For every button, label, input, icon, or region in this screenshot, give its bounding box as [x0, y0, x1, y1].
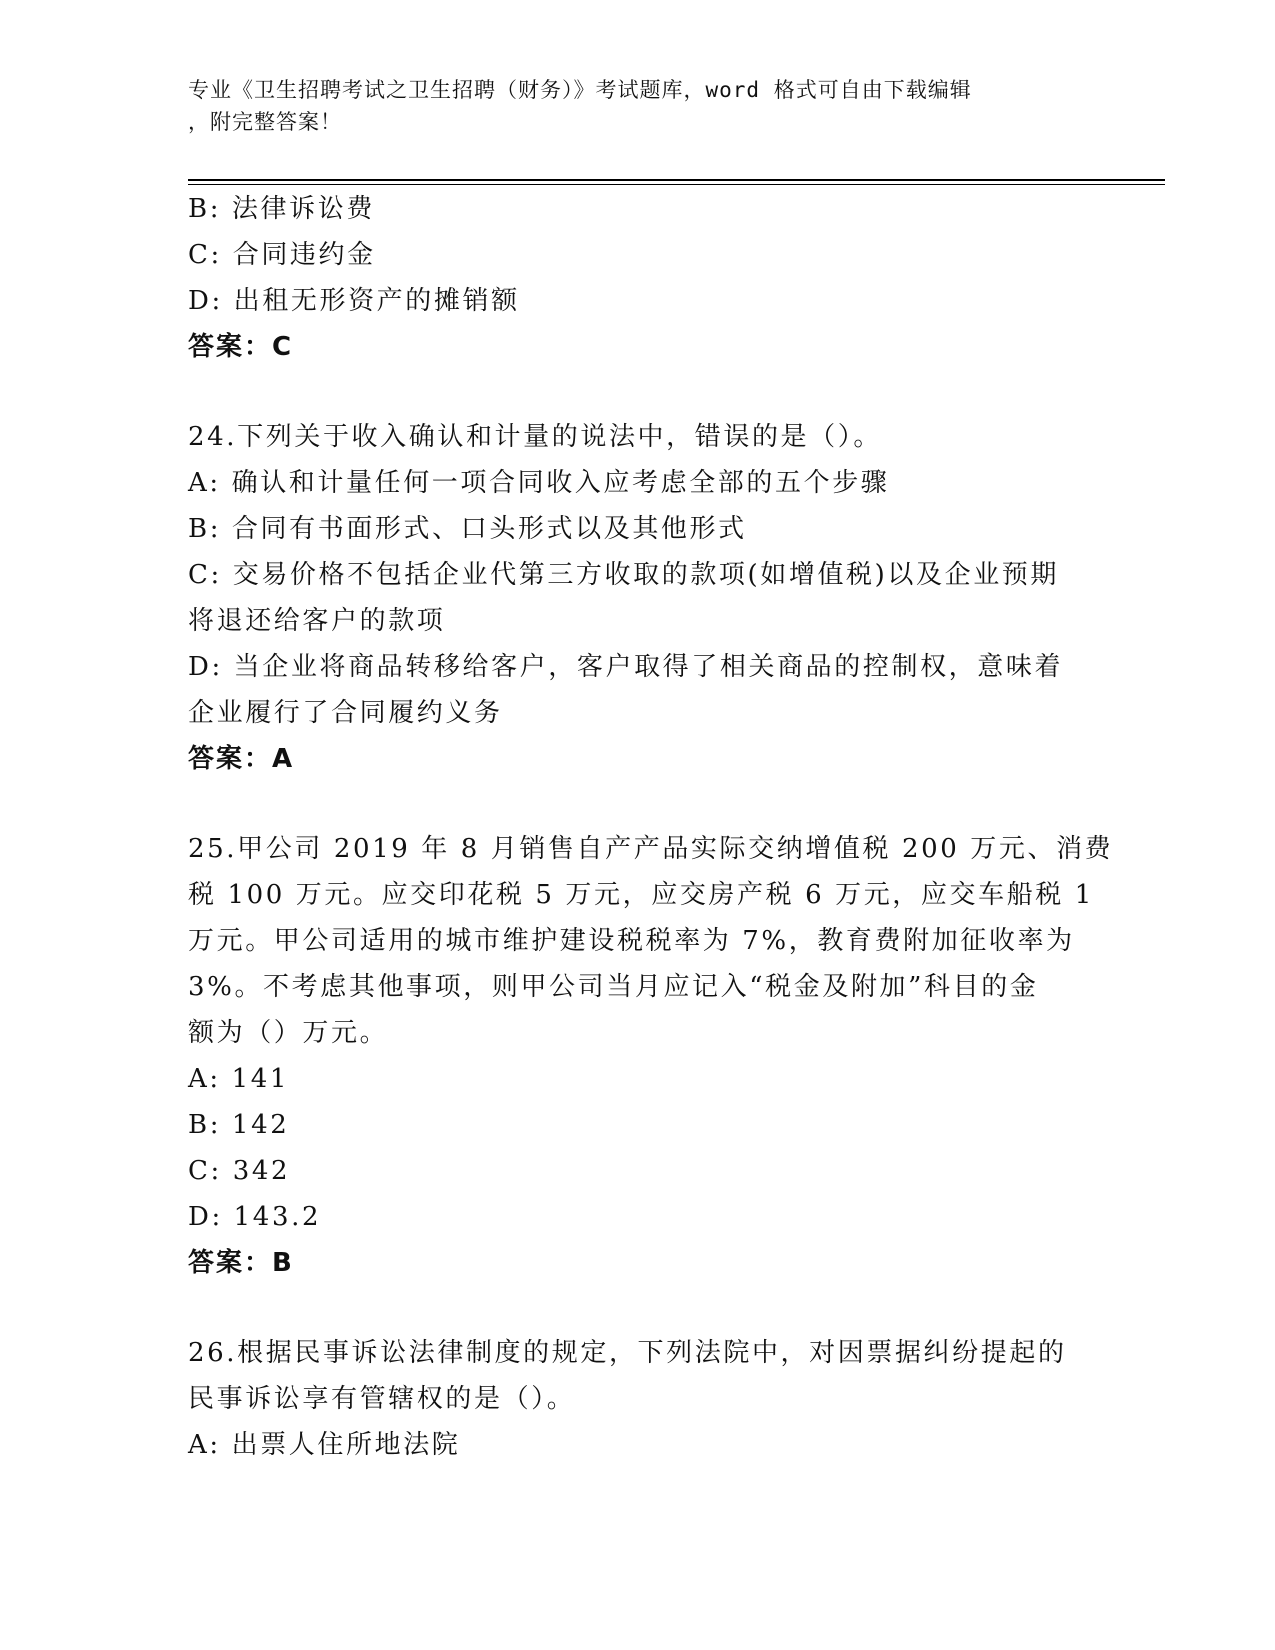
answer-line: 答案：B: [188, 1248, 294, 1278]
option-a: A: 141: [188, 1064, 290, 1094]
document-header: [188, 74, 1088, 138]
question-stem-continued: 税 100 万元。应交印花税 5 万元，应交房产税 6 万元，应交车船税 1: [188, 880, 1094, 910]
option-a: A: 确认和计量任何一项合同收入应考虑全部的五个步骤: [188, 468, 890, 498]
spacer: [188, 782, 1108, 826]
spacer: [188, 370, 1108, 414]
question-25: [188, 826, 1114, 1286]
question-list: [188, 186, 1114, 1468]
header-line-1: 专业《卫生招聘考试之卫生招聘（财务）》考试题库，word 格式可自由下载编辑: [188, 78, 972, 102]
option-d: D: 当企业将商品转移给客户，客户取得了相关商品的控制权，意味着: [188, 652, 1064, 682]
answer-line: 答案：C: [188, 332, 294, 362]
option-b: B: 142: [188, 1110, 290, 1140]
option-b: B: 法律诉讼费: [188, 194, 375, 224]
option-c: C: 合同违约金: [188, 240, 376, 270]
question-stem-continued: 民事诉讼享有管辖权的是（）。: [188, 1384, 576, 1414]
question-stem: 25.甲公司 2019 年 8 月销售自产产品实际交纳增值税 200 万元、消费: [188, 834, 1114, 864]
question-stem-continued: 3%。不考虑其他事项，则甲公司当月应记入“税金及附加”科目的金: [188, 972, 1039, 1002]
header-rule-thick: [188, 179, 1165, 181]
option-c-continued: 将退还给客户的款项: [188, 606, 446, 636]
question-stem-continued: 额为（）万元。: [188, 1018, 389, 1048]
option-c: C: 交易价格不包括企业代第三方收取的款项(如增值税)以及企业预期: [188, 560, 1060, 590]
option-a: A: 出票人住所地法院: [188, 1430, 461, 1460]
question-26: [188, 1330, 1108, 1468]
header-rule-thin: [188, 184, 1165, 185]
question-stem: 26.根据民事诉讼法律制度的规定，下列法院中，对因票据纠纷提起的: [188, 1338, 1067, 1368]
question-24: [188, 414, 1108, 782]
option-d: D: 143.2: [188, 1202, 322, 1232]
option-d-continued: 企业履行了合同履约义务: [188, 698, 503, 728]
option-c: C: 342: [188, 1156, 291, 1186]
question-23-tail: [188, 186, 1108, 370]
option-b: B: 合同有书面形式、口头形式以及其他形式: [188, 514, 747, 544]
option-d: D: 出租无形资产的摊销额: [188, 286, 520, 316]
question-stem: 24.下列关于收入确认和计量的说法中，错误的是（）。: [188, 422, 882, 452]
question-stem-continued: 万元。甲公司适用的城市维护建设税税率为 7%，教育费附加征收率为: [188, 926, 1075, 956]
answer-line: 答案：A: [188, 744, 295, 774]
header-line-2: ，附完整答案！: [188, 110, 342, 134]
spacer: [188, 1286, 1108, 1330]
